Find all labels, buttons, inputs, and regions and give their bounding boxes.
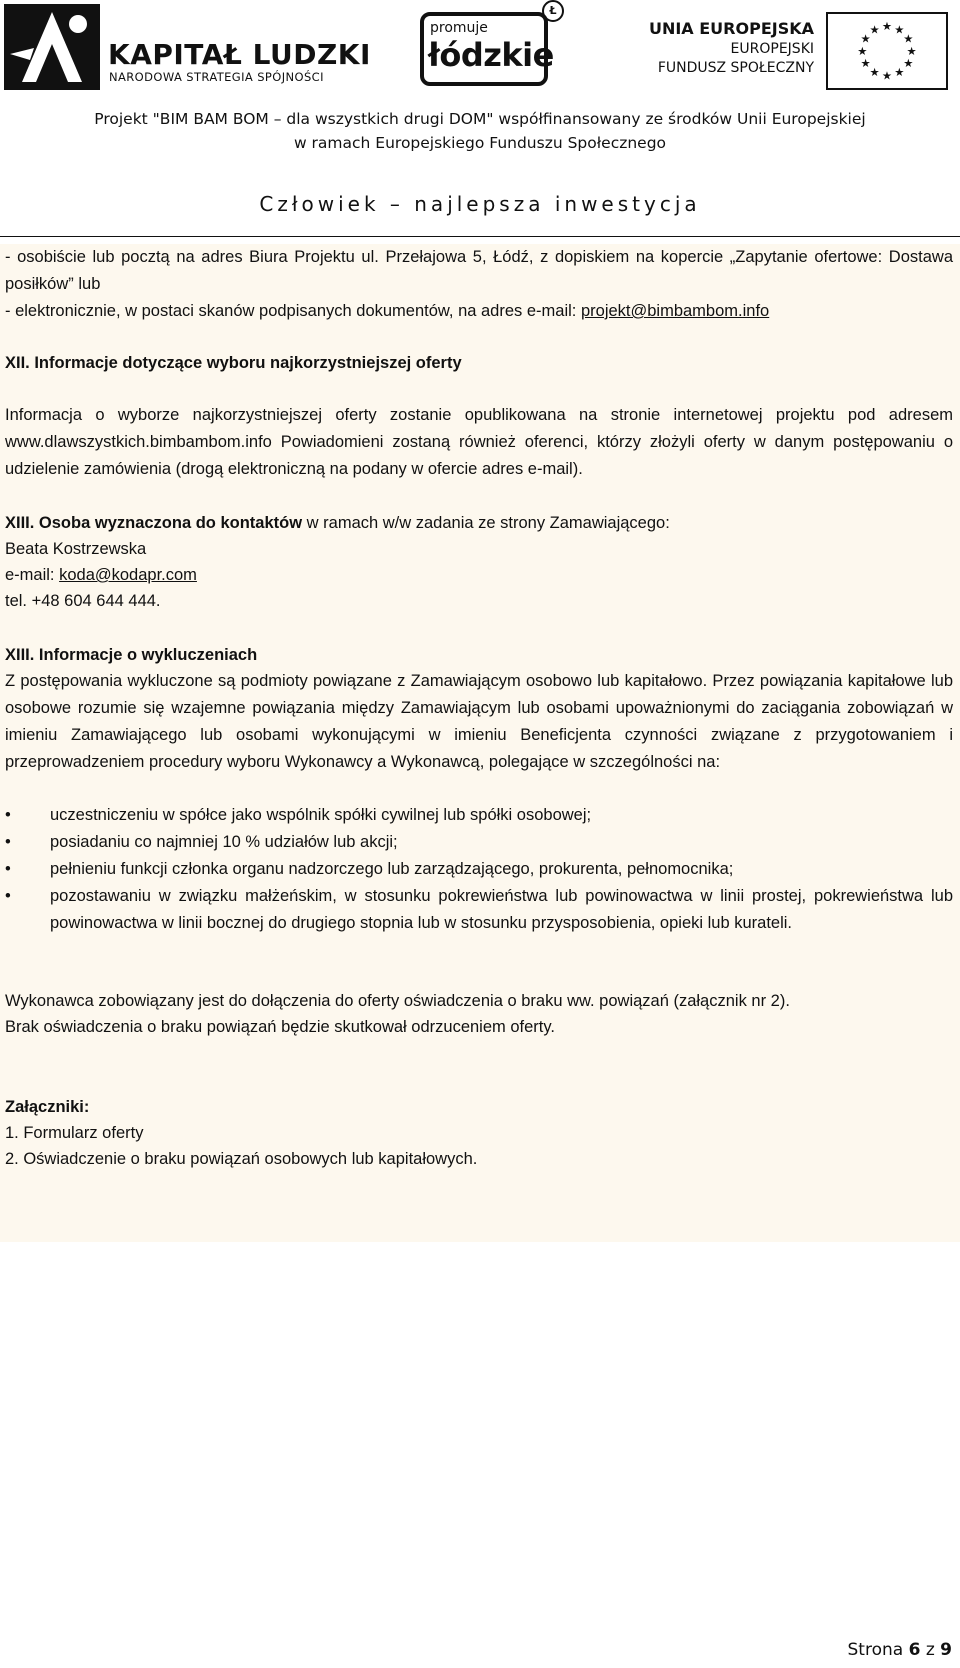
contact-heading-rest: w ramach w/w zadania ze strony Zamawiającego: <box>302 514 670 532</box>
attachment-item-1: 1. Formularz oferty <box>5 1124 144 1142</box>
eu-fund-text <box>600 18 814 78</box>
lodzkie-mark-icon: Ł <box>542 0 564 22</box>
eu-stars-flag-icon <box>826 12 948 90</box>
page-current: 6 <box>908 1640 921 1660</box>
list-item <box>5 856 953 883</box>
eu-fund-label-2: FUNDUSZ SPOŁECZNY <box>657 60 814 76</box>
bullet-icon: • <box>5 887 11 905</box>
delivery-personal: - osobiście lub pocztą na adres Biura Projektu ul. Przełajowa 5, Łódź, z dopiskiem na kopercie „Zapytanie ofertowe: Dostawa posiłków” lub <box>5 248 953 293</box>
eu-star-icon: ★ <box>860 31 871 46</box>
list-item <box>5 883 953 937</box>
contact-heading-bold: XIII. Osoba wyznaczona do kontaktów <box>5 514 303 532</box>
exclusions-list <box>5 802 953 937</box>
kapital-ludzki-subtitle: NARODOWA STRATEGIA SPÓJNOŚCI <box>109 70 324 84</box>
kapital-ludzki-logo <box>0 0 380 95</box>
eu-star-icon: ★ <box>894 22 905 37</box>
list-item-text: uczestniczeniu w spółce jako wspólnik spółki cywilnej lub spółki osobowej; <box>50 806 592 824</box>
section-xii-text: Informacja o wyborze najkorzystniejszej oferty zostanie opublikowana na stronie internetowej projektu pod adresem www.dlawszystkich.bimbambom.info Powiadomieni zostaną również oferenci, którzy złożyli oferty w danym postępowaniu o udzielenie zamówienia (drogą elektroniczną na podany w ofercie adres e-mail). <box>5 406 953 478</box>
section-xii-heading: XII. Informacje dotyczące wyboru najkorzystniejszej oferty <box>5 354 462 372</box>
list-item-text: pozostawaniu w związku małżeńskim, w stosunku pokrewieństwa lub powinowactwa w linii prostej, pokrewieństwa lub powinowactwa w linii bocznej do drugiego stopnia lub w stosunku przysposobienia, opieki lub kurateli. <box>50 887 953 932</box>
contact-email <box>5 562 953 589</box>
project-info-line-2: w ramach Europejskiego Funduszu Społecznego <box>293 134 667 152</box>
eu-star-icon: ★ <box>903 56 914 71</box>
eu-star-icon: ★ <box>857 43 868 58</box>
promuje-lodzkie-logo <box>420 0 572 90</box>
eu-star-icon: ★ <box>894 65 905 80</box>
eu-union-label: UNIA EUROPEJSKA <box>648 19 814 38</box>
page-total: 9 <box>940 1640 952 1660</box>
eu-star-icon: ★ <box>906 43 917 58</box>
list-item <box>5 802 953 829</box>
contact-phone: tel. +48 604 644 444. <box>5 592 161 610</box>
bullet-icon: • <box>5 833 11 851</box>
bullet-icon: • <box>5 806 11 824</box>
eu-star-icon: ★ <box>881 19 893 34</box>
contact-name: Beata Kostrzewska <box>5 540 147 558</box>
section-xiii-exclusions-heading: XIII. Informacje o wykluczeniach <box>5 646 258 664</box>
exclusions-consequence: Brak oświadczenia o braku powiązań będzie skutkował odrzuceniem oferty. <box>5 1018 555 1036</box>
page-separator: z <box>920 1640 941 1660</box>
contact-email-label: e-mail: <box>5 566 60 584</box>
bullet-icon: • <box>5 860 11 878</box>
eu-star-icon: ★ <box>903 31 914 46</box>
delivery-electronic <box>5 298 953 325</box>
attachment-item-2: 2. Oświadczenie o braku powiązań osobowych lub kapitałowych. <box>5 1150 478 1168</box>
contact-email-link[interactable]: koda@kodapr.com <box>59 566 197 584</box>
list-item-text: pełnieniu funkcji członka organu nadzorczego lub zarządzającego, prokurenta, pełnomocnika; <box>50 860 734 878</box>
project-email-link[interactable]: projekt@bimbambom.info <box>580 302 770 320</box>
kapital-ludzki-logo-icon <box>4 4 100 90</box>
header-divider <box>0 236 960 237</box>
page-label: Strona <box>847 1640 909 1660</box>
eu-star-icon: ★ <box>869 65 880 80</box>
exclusions-text: Z postępowania wykluczone są podmioty powiązane z Zamawiającym osobowo lub kapitałowo. Przez powiązania kapitałowe lub osobowe rozumie się wzajemne powiązania między Zamawiającym lub osobami upoważnionymi do zaciągania zobowiązań w imieniu Zamawiającego lub osobami wykonującymi w imieniu Beneficjenta czynności związane z przygotowaniem i przeprowadzeniem procedury wyboru Wykonawcy a Wykonawcą, polegające w szczególności na: <box>5 672 953 771</box>
eu-star-icon: ★ <box>860 56 871 71</box>
lodzkie-label: łódzkie <box>428 36 554 74</box>
list-item <box>5 829 953 856</box>
document-header <box>0 0 960 240</box>
eu-star-icon: ★ <box>881 68 893 83</box>
project-info-line-1: Projekt "BIM BAM BOM – dla wszystkich drugi DOM" współfinansowany ze środków Unii Europejskiej <box>94 110 866 128</box>
section-xiii-contact-heading <box>5 510 953 537</box>
header-motto: Człowiek – najlepsza inwestycja <box>259 192 701 216</box>
page-number <box>848 1640 953 1660</box>
eu-star-icon: ★ <box>869 22 880 37</box>
list-item-text: posiadaniu co najmniej 10 % udziałów lub akcji; <box>50 833 398 851</box>
delivery-electronic-text: - elektronicznie, w postaci skanów podpisanych dokumentów, na adres e-mail: <box>5 302 581 320</box>
attachments-heading: Załączniki: <box>5 1098 90 1116</box>
promuje-label: promuje <box>430 20 488 36</box>
exclusions-obligation: Wykonawca zobowiązany jest do dołączenia do oferty oświadczenia o braku ww. powiązań (załącznik nr 2). <box>5 992 790 1010</box>
document-body <box>0 244 960 1242</box>
eu-fund-label-1: EUROPEJSKI <box>730 41 814 57</box>
kapital-ludzki-title: KAPITAŁ LUDZKI <box>108 38 371 71</box>
